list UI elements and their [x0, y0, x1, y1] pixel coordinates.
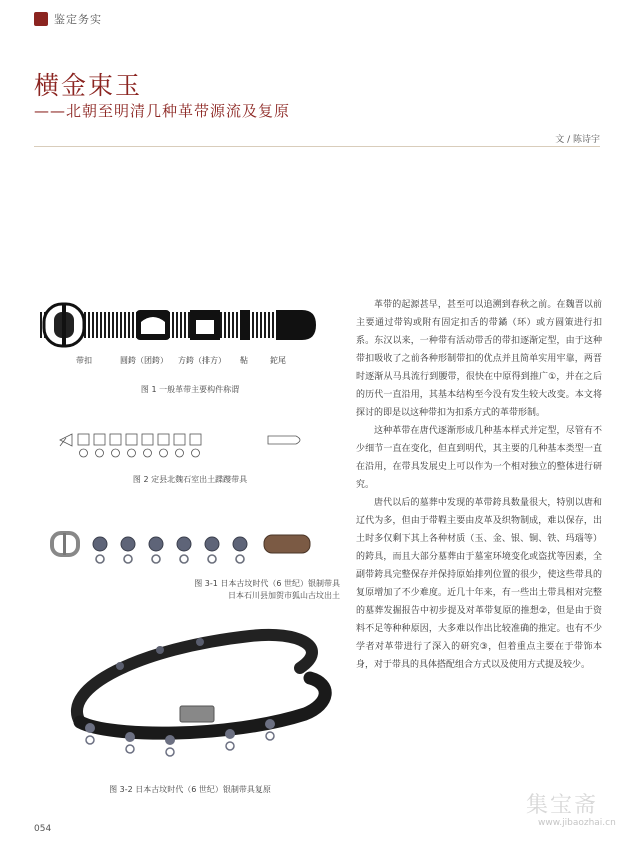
ting-icon [240, 310, 250, 340]
author-divider [34, 146, 600, 147]
figure1-diagram [40, 300, 340, 350]
figure3-1-buckle [52, 533, 78, 555]
figure3-2-plaque [265, 719, 275, 729]
figure1-label-round-plaque: 圆銙（团銙） [120, 356, 168, 365]
figure3-2-ring [166, 748, 174, 756]
figure2-drawing [56, 430, 316, 464]
figure2-plaque [78, 434, 89, 445]
figure2-caption: 图 2 定县北魏石室出土蹀躞带具 [132, 475, 248, 484]
figure3-1-plaque [177, 537, 191, 551]
figure3-1-plaque [121, 537, 135, 551]
page-number: 054 [34, 824, 52, 834]
figure3-2-plaque [85, 723, 95, 733]
figure3-1-ring [236, 555, 244, 563]
figure3-2-ring [86, 736, 94, 744]
figure2-plaque [110, 434, 121, 445]
figure3-1-plaque [205, 537, 219, 551]
figure3-2-caption: 图 3-2 日本古坟时代（6 世纪）银制带具复原 [109, 785, 271, 794]
figure3-1-caption-line2: 日本石川县加贺市狐山古坟出土 [228, 591, 340, 600]
figure3-2-ring [266, 732, 274, 740]
body-paragraph: 这种革带在唐代逐渐形成几种基本样式并定型，尽管有不少细节一直在变化，但直到明代，其主要的几种基本类型一直在沿用，在带具发展史上可以作为一个相对独立的整体进行研究。 [356, 426, 602, 490]
figure3-1-ring [180, 555, 188, 563]
figure3-2-photo [50, 618, 340, 768]
figure3-1-ring [152, 555, 160, 563]
figure2-ring [192, 449, 200, 457]
section-label: 鉴定务实 [54, 13, 102, 26]
buckle-icon [44, 304, 84, 346]
figure2-ring [112, 449, 120, 457]
figure2-ring [176, 449, 184, 457]
figure3-1-plaque [149, 537, 163, 551]
figure3-2-ring [126, 745, 134, 753]
tail-end-icon [276, 310, 316, 340]
square-plaque-icon [190, 310, 220, 340]
figure3-1-plaque [93, 537, 107, 551]
figure3-2-plaque [156, 646, 164, 654]
watermark-url: www.jibaozhai.cn [538, 818, 616, 828]
figure3-2-plaque [116, 662, 124, 670]
body-paragraph: 革带的起源甚早，甚至可以追溯到春秋之前。在魏晋以前主要通过带钩或附有固定扣舌的带鐍（环）或方圆策进行扣系。东汉以来，一种带有活动带舌的带扣逐渐定型，由于这种带扣吸收了之前各种形制带扣的优点并且简单实用牢靠，两晋时逐渐从马具流行到腰带，很快在中原得到推广①，并在之后的历代一直沿用，其基本结构至今没有发生较大改变。本文将探讨的即是以这种带扣为扣系方式的革带形制。 [356, 300, 602, 418]
figure3-1-ring [208, 555, 216, 563]
figure3-1-ring [96, 555, 104, 563]
figure2-plaque [174, 434, 185, 445]
figure3-1-photo [50, 530, 320, 570]
figure1-label-tail: 鉈尾 [270, 356, 286, 365]
article-title: 横金束玉 [34, 71, 143, 100]
section-mark-icon [34, 12, 48, 26]
figure2-tail [268, 436, 300, 444]
figure2-plaque [94, 434, 105, 445]
figure2-ring [144, 449, 152, 457]
figure2-ring [128, 449, 136, 457]
figure2-ring [160, 449, 168, 457]
figure2-plaque [190, 434, 201, 445]
figure1-label-square-plaque: 方銙（排方） [178, 356, 226, 365]
article-body [356, 296, 602, 674]
figure3-2-plaque [196, 638, 204, 646]
figure3-2-plaque [165, 735, 175, 745]
watermark-logo: 集宝斋 [526, 793, 599, 818]
figure1-caption: 图 1 一般革带主要构件称谓 [140, 385, 240, 394]
figure3-2-ring [226, 742, 234, 750]
figure2-plaque [142, 434, 153, 445]
figure2-ring [96, 449, 104, 457]
figure3-2-plaque [225, 729, 235, 739]
figure3-1-caption-line1: 图 3-1 日本古坟时代（6 世纪）银制带具 [194, 579, 340, 588]
article-subtitle: ——北朝至明清几种革带源流及复原 [34, 102, 291, 120]
figure1-label-buckle: 带扣 [76, 356, 92, 365]
round-plaque-icon [136, 310, 170, 340]
figure3-2-plaque [125, 732, 135, 742]
figure2-ring [80, 449, 88, 457]
figure3-1-ring [124, 555, 132, 563]
figure3-2-plate [180, 706, 214, 722]
figure3-1-tail [264, 535, 310, 553]
figure1-label-ting: 䩞 [240, 356, 248, 365]
figure3-1-plaque [233, 537, 247, 551]
figure2-plaque [158, 434, 169, 445]
body-paragraph: 唐代以后的墓葬中发现的革带銙具数量很大，特别以唐和辽代为多，但由于带鞓主要由皮革及织物制成，难以保存，出土时多仅剩下其上各种材质（玉、金、银、铜、铁、玛瑙等）的銙具，而且大部分墓葬由于墓室环境变化或盗扰等因素，全副带銙具完整保存并保持原始排列位置的很少，使这些带具的复原增加了不少难度。近几十年来，有一些出土带具相对完整的墓葬发掘报告中初步提及对革带复原的推想②，但是由于资料不足等种种原因，大多难以作出比较准确的推定。也有不少学者对革带进行了深入的研究③，但着重点主要在于带饰本身，对于带具的具体搭配组合方式以及使用方式提及较少。 [356, 498, 602, 670]
figure2-buckle [60, 434, 72, 446]
article-author: 文 / 陈诗宇 [555, 135, 600, 145]
figure2-plaque [126, 434, 137, 445]
